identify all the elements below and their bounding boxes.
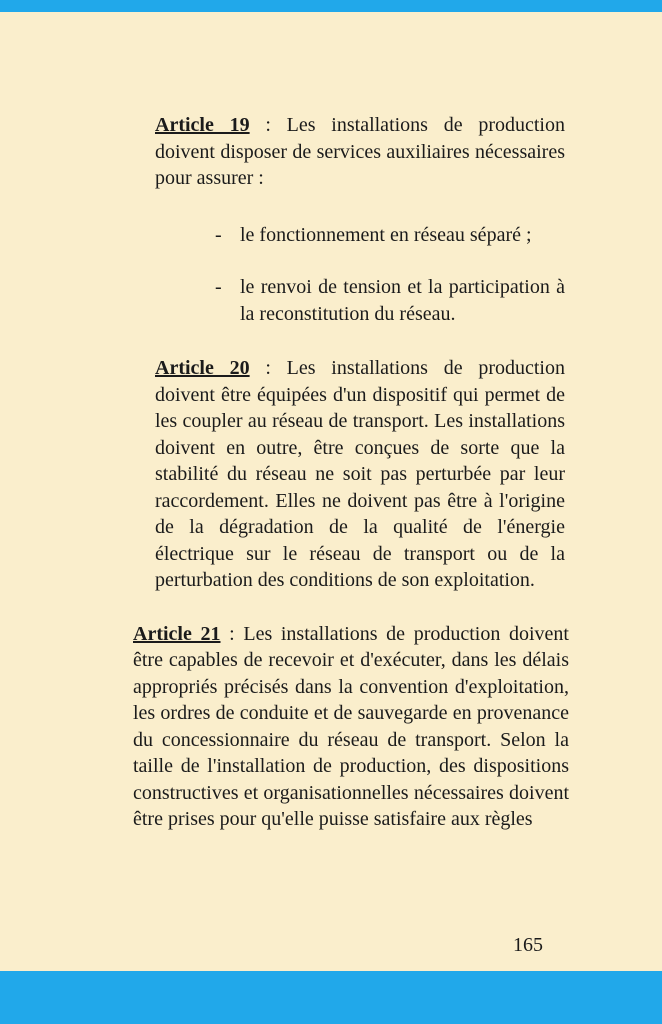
bottom-blue-bar: [0, 971, 662, 1024]
dash-bullet-icon: -: [215, 276, 222, 298]
page-number: 165: [513, 934, 543, 956]
list-item-text: le fonctionnement en réseau séparé ;: [240, 223, 532, 246]
article-21-paragraph: [133, 621, 569, 833]
list-item: [215, 274, 565, 327]
article-19-paragraph: [155, 112, 565, 192]
article-20-paragraph: [155, 355, 565, 594]
article-20-body-text: : Les installations de production doivent être équipées d'un dispositif qui permet de les coupler au réseau de transport. Les installations doivent en outre, être conçues de sorte que la stabilité du réseau ne soit pas perturbée par leur raccordement. Elles ne doivent pas être à l'origine de la dégradation de la qualité de l'énergie électrique sur le réseau de transport ou de la perturbation des conditions de son exploitation.: [155, 357, 565, 591]
dash-bullet-icon: -: [215, 223, 222, 246]
article-21-block: [133, 621, 569, 833]
list-item-text: le renvoi de tension et la participation à la reconstitution du réseau.: [240, 276, 565, 325]
article-19-label: Article 19: [155, 114, 250, 136]
list-item: [215, 222, 565, 249]
article-19-body-text: : Les installations de production doivent disposer de services auxiliaires nécessaires pour assurer :: [155, 114, 565, 189]
article-21-body-text: : Les installations de production doivent être capables de recevoir et d'exécuter, dans les délais appropriés précisés dans la convention d'exploitation, les ordres de conduite et de sauvegarde en provenance du concessionnaire du réseau de transport. Selon la taille de l'installation de production, des dispositions constructives et organisationnelles nécessaires doivent être prises pour qu'elle puisse satisfaire aux règles: [133, 622, 569, 830]
article-20-label: Article 20: [155, 357, 250, 379]
article-19-bullet-list: [155, 222, 565, 328]
articles-19-20-block: [155, 112, 565, 594]
article-21-label: Article 21: [133, 622, 221, 645]
